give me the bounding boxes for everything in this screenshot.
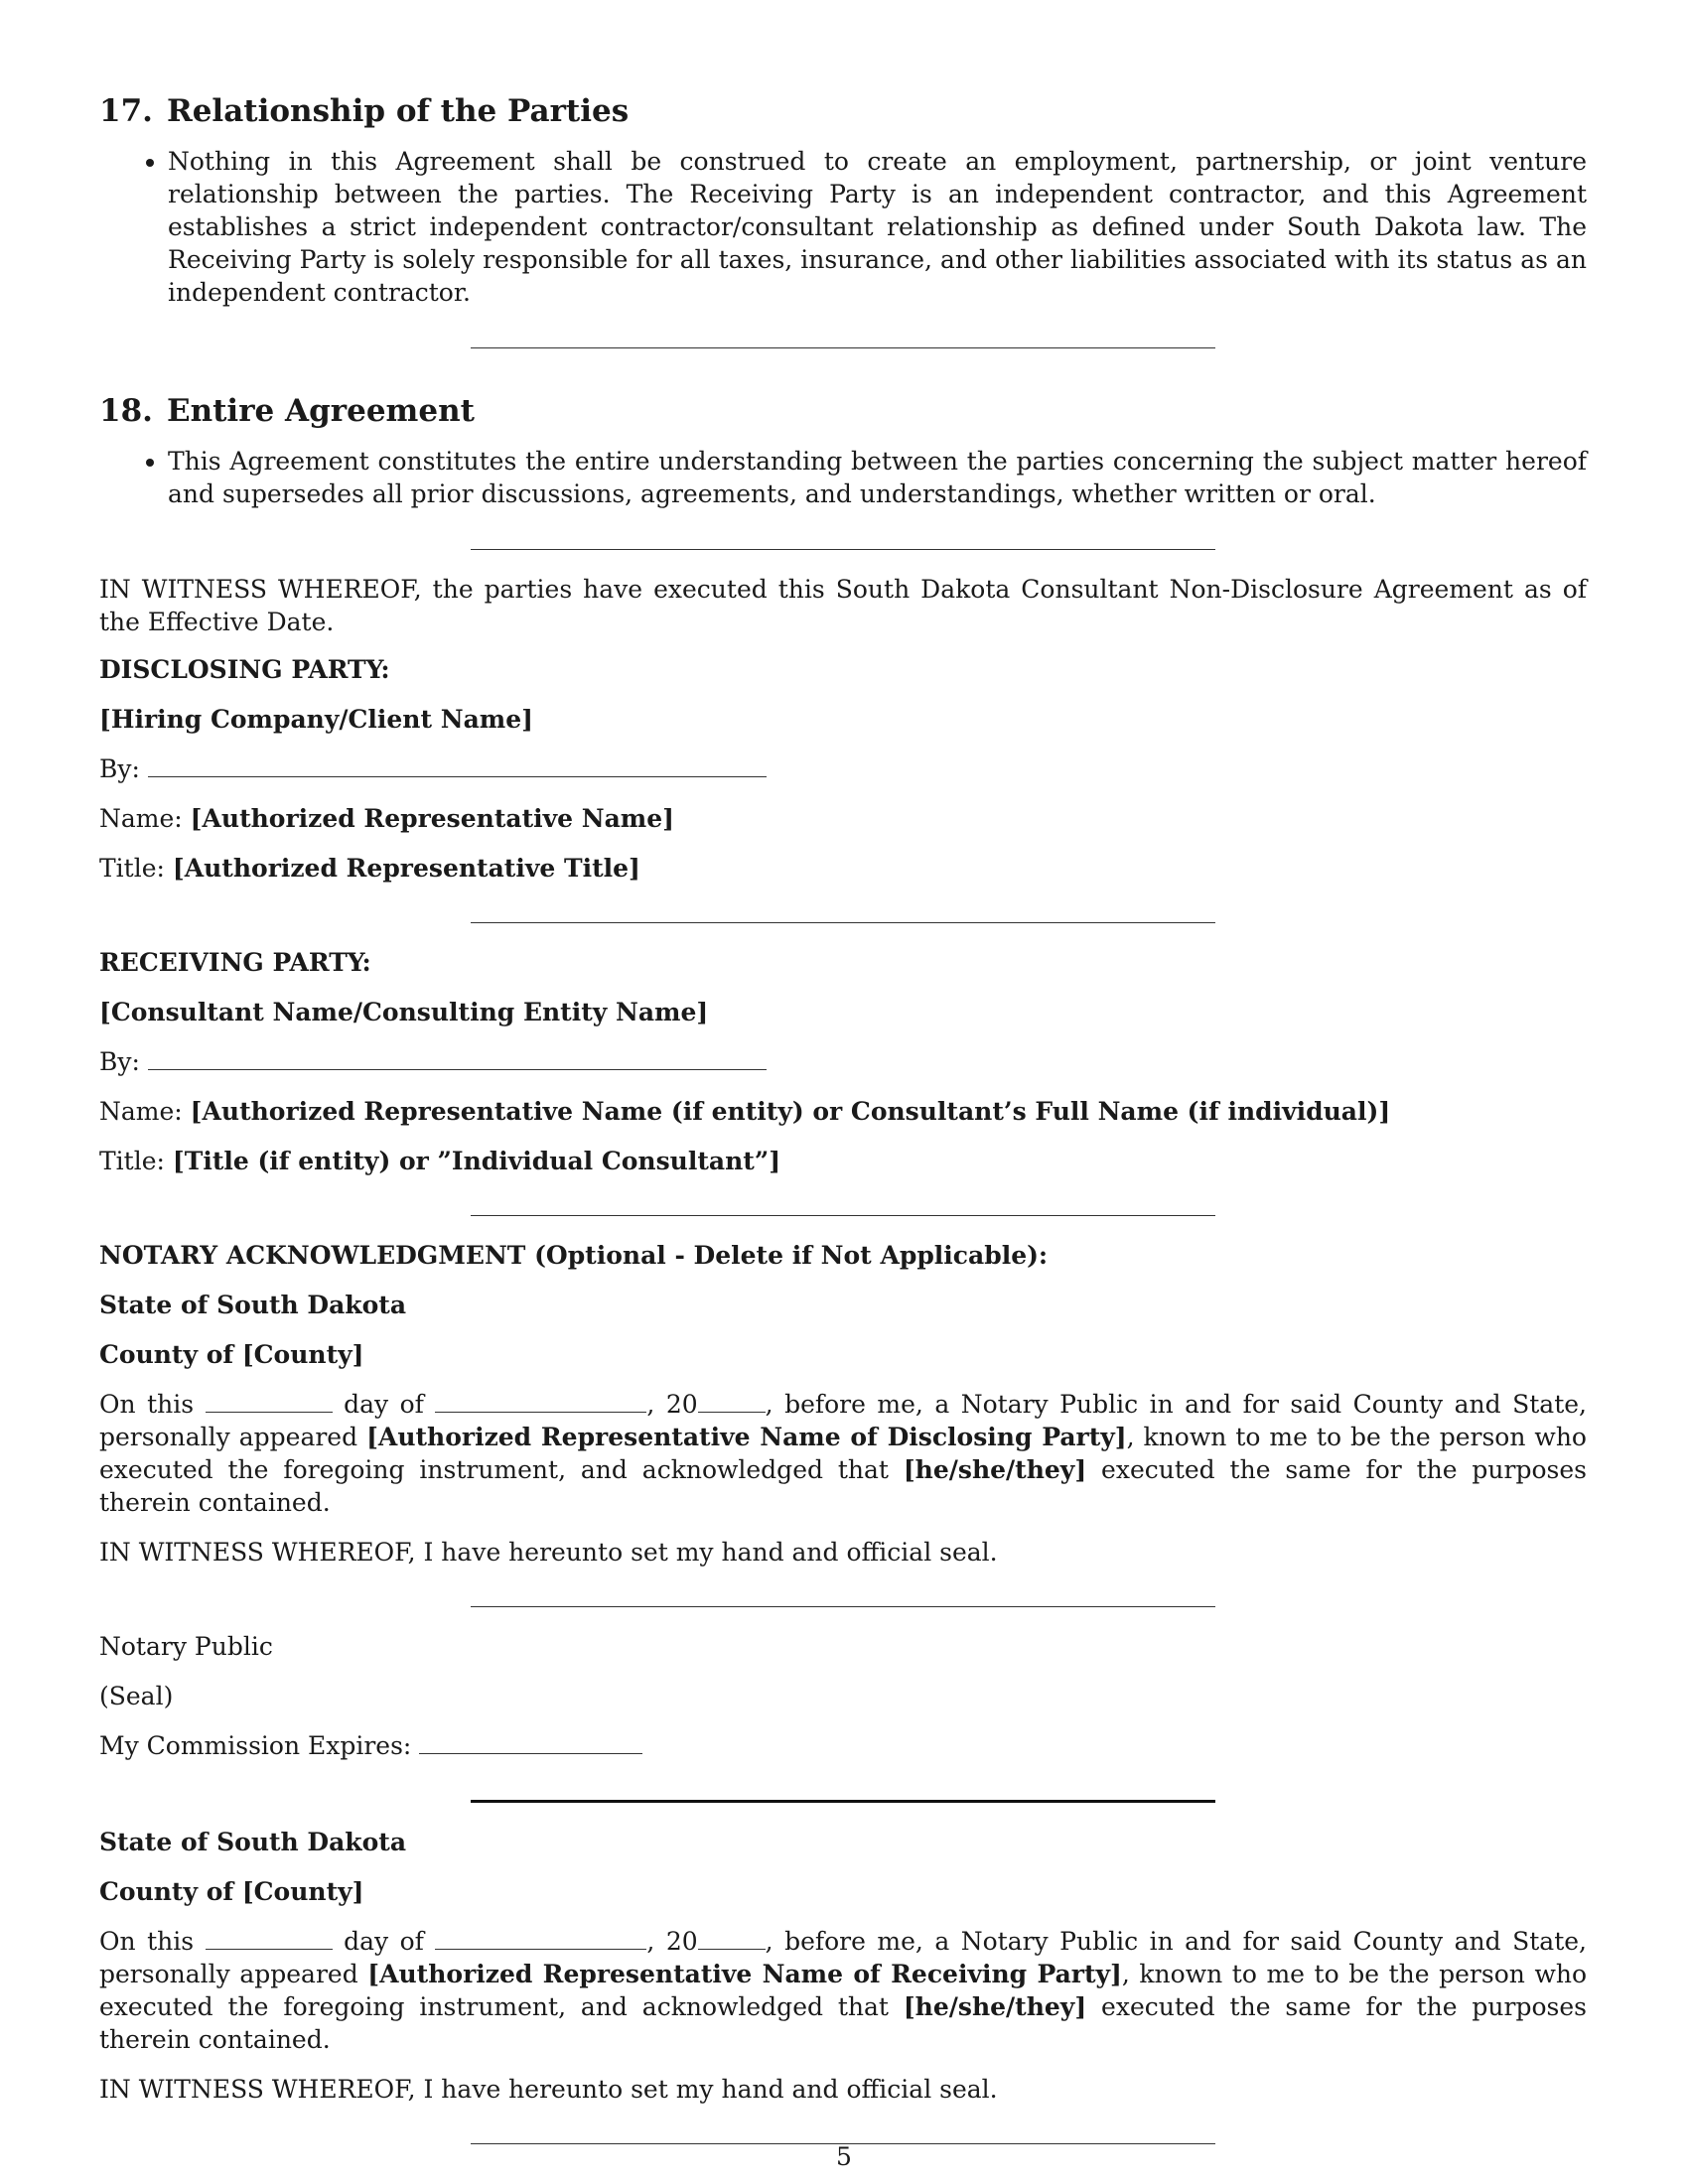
year-blank[interactable] xyxy=(698,1925,766,1950)
receiving-heading: RECEIVING PARTY: xyxy=(99,948,371,977)
disclosing-company: [Hiring Company/Client Name] xyxy=(99,705,533,734)
page-number: 5 xyxy=(836,2142,852,2171)
disclosing-title: Title: [Authorized Representative Title] xyxy=(99,854,640,883)
disclosing-name: Name: [Authorized Representative Name] xyxy=(99,804,674,833)
receiving-by-line: By: xyxy=(99,1045,1587,1078)
notary-acknowledgment-disclosing: On this day of , 20 , before me, a Notary Public in and for said County and State, personally appeared [Authorized Representative Name of Disclosing Party], known to me to be the person who executed the foregoing instrument, and acknowledged that [he/she/they] executed the same for the purposes therein contained. xyxy=(99,1390,1587,1517)
month-blank[interactable] xyxy=(435,1925,646,1950)
section-18-list xyxy=(99,445,1587,510)
notary-county: County of [County] xyxy=(99,1340,364,1369)
section-17-list xyxy=(99,145,1587,309)
document-page xyxy=(99,91,1587,2144)
notary2-witness: IN WITNESS WHEREOF, I have hereunto set my hand and official seal. xyxy=(99,2075,998,2104)
receiving-name: Name: [Authorized Representative Name (if entity) or Consultant’s Full Name (if individual)] xyxy=(99,1097,1391,1126)
section-17-bullet: • Nothing in this Agreement shall be construed to create an employment, partnership, or joint venture relationship between the parties. The Receiving Party is an independent contractor, and this Agreement establishes a strict independent contractor/consultant relationship as defined under South Dakota law. The Receiving Party is solely responsible for all taxes, insurance, and other liabilities associated with its status as an independent contractor. xyxy=(168,145,1587,309)
receiving-company: [Consultant Name/Consulting Entity Name] xyxy=(99,998,709,1026)
day-blank[interactable] xyxy=(206,1388,333,1413)
year-blank[interactable] xyxy=(698,1388,766,1413)
notary2-county: County of [County] xyxy=(99,1877,364,1906)
commission-expires: My Commission Expires: xyxy=(99,1729,1587,1762)
seal-label: (Seal) xyxy=(99,1682,174,1710)
notary-state: State of South Dakota xyxy=(99,1291,407,1319)
receiving-title: Title: [Title (if entity) or ”Individual Consultant”] xyxy=(99,1147,781,1175)
notary-public-label: Notary Public xyxy=(99,1632,273,1661)
signature-blank[interactable] xyxy=(148,752,767,777)
section-18-bullet: • This Agreement constitutes the entire understanding between the parties concerning the subject matter hereof and supersedes all prior discussions, agreements, and understandings, whether written or oral. xyxy=(168,445,1587,510)
witness-intro: IN WITNESS WHEREOF, the parties have executed this South Dakota Consultant Non-Disclosure Agreement as of the Effective Date. xyxy=(99,575,1587,636)
section-17-heading: 17. Relationship of the Parties xyxy=(99,93,630,129)
disclosing-heading: DISCLOSING PARTY: xyxy=(99,655,390,684)
month-blank[interactable] xyxy=(435,1388,646,1413)
notary2-state: State of South Dakota xyxy=(99,1828,407,1856)
notary-acknowledgment-receiving: On this day of , 20 , before me, a Notary Public in and for said County and State, personally appeared [Authorized Representative Name of Receiving Party], known to me to be the person who executed the foregoing instrument, and acknowledged that [he/she/they] executed the same for the purposes therein contained. xyxy=(99,1927,1587,2054)
disclosing-by-line: By: xyxy=(99,752,1587,785)
section-18-heading: 18. Entire Agreement xyxy=(99,393,475,429)
notary-heading: NOTARY ACKNOWLEDGMENT (Optional - Delete if Not Applicable): xyxy=(99,1241,1049,1270)
notary-witness: IN WITNESS WHEREOF, I have hereunto set my hand and official seal. xyxy=(99,1538,998,1567)
commission-blank[interactable] xyxy=(419,1729,642,1754)
signature-blank[interactable] xyxy=(148,1045,767,1070)
day-blank[interactable] xyxy=(206,1925,333,1950)
